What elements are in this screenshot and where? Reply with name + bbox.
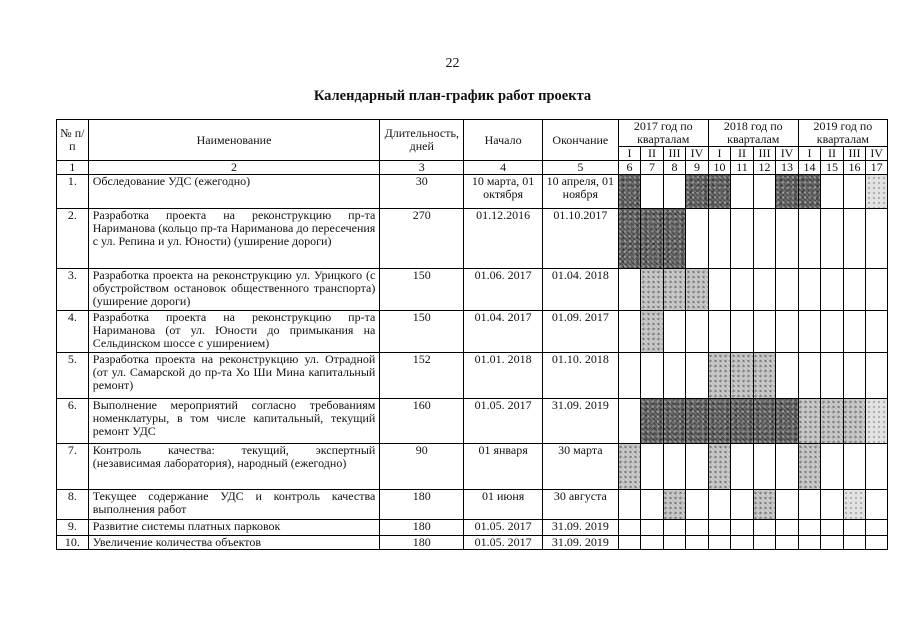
document-title: Календарный план-график работ проекта: [313, 88, 592, 104]
schedule-empty-cell: [843, 269, 866, 311]
schedule-bar-cell: [641, 269, 664, 311]
task-end: 30 августа: [543, 490, 619, 520]
header-num: № п/п: [57, 120, 89, 161]
schedule-empty-cell: [843, 175, 866, 209]
header-end: Окончание: [543, 120, 619, 161]
schedule-empty-cell: [821, 520, 844, 536]
schedule-bar-cell: [686, 269, 709, 311]
column-number: 2: [88, 161, 380, 175]
schedule-bar-cell: [753, 399, 776, 444]
schedule-empty-cell: [866, 490, 888, 520]
schedule-empty-cell: [708, 209, 731, 269]
schedule-empty-cell: [731, 490, 754, 520]
task-start: 01.12.2016: [464, 209, 543, 269]
schedule-empty-cell: [708, 269, 731, 311]
schedule-empty-cell: [708, 490, 731, 520]
schedule-bar-cell: [663, 209, 686, 269]
schedule-empty-cell: [731, 175, 754, 209]
schedule-bar-cell: [731, 353, 754, 399]
schedule-bar-cell: [663, 490, 686, 520]
schedule-empty-cell: [798, 520, 821, 536]
schedule-empty-cell: [798, 209, 821, 269]
column-number: 5: [543, 161, 619, 175]
schedule-empty-cell: [821, 269, 844, 311]
schedule-bar-cell: [663, 399, 686, 444]
schedule-empty-cell: [753, 311, 776, 353]
schedule-bar-cell: [798, 175, 821, 209]
task-name: Развитие системы платных парковок: [88, 520, 380, 536]
task-end: 01.10. 2018: [543, 353, 619, 399]
schedule-empty-cell: [686, 490, 709, 520]
task-name: Выполнение мероприятий согласно требованиям номенклатуры, в том числе капитальный, текущий ремонт УДС: [88, 399, 380, 444]
schedule-empty-cell: [776, 209, 799, 269]
schedule-empty-cell: [843, 209, 866, 269]
table-row: [57, 209, 888, 269]
schedule-empty-cell: [731, 209, 754, 269]
quarter-header: IV: [866, 147, 888, 161]
task-end: 31.09. 2019: [543, 520, 619, 536]
schedule-bar-cell: [663, 269, 686, 311]
schedule-table: [56, 119, 888, 550]
schedule-empty-cell: [821, 490, 844, 520]
task-name: Разработка проекта на реконструкцию ул. Отрадной (от ул. Самарской до пр-та Хо Ши Мина капитальный ремонт): [88, 353, 380, 399]
row-number: 2.: [57, 209, 89, 269]
task-duration: 150: [380, 311, 464, 353]
schedule-bar-cell: [798, 444, 821, 490]
schedule-empty-cell: [866, 311, 888, 353]
quarter-header: I: [708, 147, 731, 161]
task-duration: 180: [380, 490, 464, 520]
schedule-empty-cell: [731, 311, 754, 353]
schedule-empty-cell: [663, 520, 686, 536]
schedule-empty-cell: [618, 399, 641, 444]
schedule-empty-cell: [776, 490, 799, 520]
row-number: 1.: [57, 175, 89, 209]
schedule-bar-cell: [708, 353, 731, 399]
schedule-empty-cell: [731, 536, 754, 550]
task-end: 30 марта: [543, 444, 619, 490]
task-start: 01.05. 2017: [464, 536, 543, 550]
table-row: [57, 175, 888, 209]
schedule-empty-cell: [798, 353, 821, 399]
quarter-header: IV: [776, 147, 799, 161]
schedule-bar-cell: [686, 175, 709, 209]
task-duration: 90: [380, 444, 464, 490]
schedule-bar-cell: [843, 399, 866, 444]
schedule-empty-cell: [866, 536, 888, 550]
task-start: 01 января: [464, 444, 543, 490]
task-end: 10 апреля, 01 ноября: [543, 175, 619, 209]
schedule-empty-cell: [866, 269, 888, 311]
header-year-2019: 2019 год по кварталам: [798, 120, 887, 147]
quarter-header: II: [821, 147, 844, 161]
schedule-empty-cell: [663, 536, 686, 550]
task-start: 01.05. 2017: [464, 399, 543, 444]
row-number: 8.: [57, 490, 89, 520]
column-number: 15: [821, 161, 844, 175]
column-number: 1: [57, 161, 89, 175]
schedule-empty-cell: [731, 444, 754, 490]
schedule-bar-cell: [866, 399, 888, 444]
task-end: 01.09. 2017: [543, 311, 619, 353]
header-name: Наименование: [88, 120, 380, 161]
schedule-empty-cell: [776, 444, 799, 490]
task-duration: 180: [380, 520, 464, 536]
schedule-empty-cell: [821, 444, 844, 490]
schedule-bar-cell: [731, 399, 754, 444]
schedule-bar-cell: [798, 399, 821, 444]
task-start: 01.04. 2017: [464, 311, 543, 353]
task-duration: 150: [380, 269, 464, 311]
task-name: Обследование УДС (ежегодно): [88, 175, 380, 209]
schedule-empty-cell: [843, 520, 866, 536]
task-name: Контроль качества: текущий, экспертный (независимая лаборатория), народный (ежегодно): [88, 444, 380, 490]
schedule-empty-cell: [618, 536, 641, 550]
schedule-empty-cell: [753, 444, 776, 490]
column-number: 6: [618, 161, 641, 175]
column-number: 16: [843, 161, 866, 175]
task-duration: 180: [380, 536, 464, 550]
schedule-empty-cell: [798, 536, 821, 550]
schedule-empty-cell: [753, 175, 776, 209]
schedule-bar-cell: [708, 175, 731, 209]
header-start: Начало: [464, 120, 543, 161]
task-end: 31.09. 2019: [543, 536, 619, 550]
schedule-empty-cell: [686, 209, 709, 269]
schedule-empty-cell: [753, 209, 776, 269]
table-row: [57, 311, 888, 353]
row-number: 10.: [57, 536, 89, 550]
schedule-empty-cell: [753, 520, 776, 536]
column-number: 7: [641, 161, 664, 175]
schedule-empty-cell: [866, 520, 888, 536]
schedule-empty-cell: [663, 175, 686, 209]
schedule-empty-cell: [618, 353, 641, 399]
column-number: 10: [708, 161, 731, 175]
task-start: 10 марта, 01 октября: [464, 175, 543, 209]
schedule-empty-cell: [753, 536, 776, 550]
task-name: Разработка проекта на реконструкцию ул. Урицкого (с обустройством остановок общественного транспорта) (уширение дороги): [88, 269, 380, 311]
schedule-bar-cell: [618, 209, 641, 269]
schedule-empty-cell: [821, 353, 844, 399]
schedule-empty-cell: [708, 311, 731, 353]
schedule-empty-cell: [776, 311, 799, 353]
schedule-empty-cell: [641, 175, 664, 209]
task-duration: 270: [380, 209, 464, 269]
schedule-empty-cell: [798, 490, 821, 520]
task-start: 01.06. 2017: [464, 269, 543, 311]
column-number: 12: [753, 161, 776, 175]
schedule-bar-cell: [641, 311, 664, 353]
schedule-bar-cell: [843, 490, 866, 520]
schedule-empty-cell: [618, 520, 641, 536]
schedule-bar-cell: [866, 175, 888, 209]
schedule-empty-cell: [731, 520, 754, 536]
task-start: 01 июня: [464, 490, 543, 520]
quarter-header: III: [753, 147, 776, 161]
schedule-empty-cell: [731, 269, 754, 311]
schedule-empty-cell: [618, 311, 641, 353]
task-name: Разработка проекта на реконструкцию пр-та Нариманова (от ул. Юности до примыкания на Сельдинском шоссе с уширением): [88, 311, 380, 353]
schedule-bar-cell: [708, 399, 731, 444]
table-row: [57, 399, 888, 444]
schedule-empty-cell: [776, 353, 799, 399]
column-number-row: [57, 161, 888, 175]
schedule-empty-cell: [843, 444, 866, 490]
schedule-bar-cell: [821, 399, 844, 444]
schedule-empty-cell: [663, 353, 686, 399]
schedule-empty-cell: [686, 536, 709, 550]
schedule-empty-cell: [753, 269, 776, 311]
header-duration: Длительность, дней: [380, 120, 464, 161]
row-number: 7.: [57, 444, 89, 490]
quarter-header: III: [843, 147, 866, 161]
task-name: Разработка проекта на реконструкцию пр-та Нариманова (кольцо пр-та Нариманова до пересечения с ул. Репина и ул. Юности) (уширение дороги): [88, 209, 380, 269]
schedule-bar-cell: [618, 444, 641, 490]
row-number: 9.: [57, 520, 89, 536]
task-duration: 152: [380, 353, 464, 399]
table-row: [57, 269, 888, 311]
schedule-empty-cell: [843, 311, 866, 353]
schedule-empty-cell: [641, 520, 664, 536]
schedule-empty-cell: [618, 269, 641, 311]
schedule-empty-cell: [821, 175, 844, 209]
schedule-bar-cell: [641, 209, 664, 269]
row-number: 4.: [57, 311, 89, 353]
schedule-empty-cell: [843, 353, 866, 399]
task-duration: 160: [380, 399, 464, 444]
task-end: 01.10.2017: [543, 209, 619, 269]
column-number: 17: [866, 161, 888, 175]
column-number: 11: [731, 161, 754, 175]
header-year-2017: 2017 год по кварталам: [618, 120, 708, 147]
quarter-header: II: [731, 147, 754, 161]
schedule-empty-cell: [663, 311, 686, 353]
schedule-empty-cell: [686, 444, 709, 490]
table-row: [57, 536, 888, 550]
quarter-header: II: [641, 147, 664, 161]
schedule-empty-cell: [866, 444, 888, 490]
column-number: 13: [776, 161, 799, 175]
schedule-empty-cell: [641, 536, 664, 550]
header-year-2018: 2018 год по кварталам: [708, 120, 798, 147]
schedule-bar-cell: [753, 353, 776, 399]
schedule-bar-cell: [753, 490, 776, 520]
schedule-empty-cell: [843, 536, 866, 550]
schedule-empty-cell: [708, 520, 731, 536]
column-number: 8: [663, 161, 686, 175]
schedule-bar-cell: [686, 399, 709, 444]
table-row: [57, 444, 888, 490]
schedule-empty-cell: [641, 444, 664, 490]
schedule-empty-cell: [776, 536, 799, 550]
task-start: 01.05. 2017: [464, 520, 543, 536]
column-number: 3: [380, 161, 464, 175]
page-number: 22: [445, 56, 460, 71]
schedule-empty-cell: [663, 444, 686, 490]
schedule-empty-cell: [866, 353, 888, 399]
task-start: 01.01. 2018: [464, 353, 543, 399]
schedule-empty-cell: [821, 209, 844, 269]
column-number: 14: [798, 161, 821, 175]
quarter-header: I: [618, 147, 641, 161]
quarter-header: IV: [686, 147, 709, 161]
schedule-empty-cell: [866, 209, 888, 269]
quarter-header: I: [798, 147, 821, 161]
schedule-empty-cell: [686, 311, 709, 353]
schedule-empty-cell: [641, 490, 664, 520]
schedule-empty-cell: [821, 311, 844, 353]
table-row: [57, 520, 888, 536]
schedule-bar-cell: [641, 399, 664, 444]
quarter-header: III: [663, 147, 686, 161]
row-number: 5.: [57, 353, 89, 399]
table-row: [57, 353, 888, 399]
schedule-empty-cell: [798, 311, 821, 353]
row-number: 6.: [57, 399, 89, 444]
task-end: 01.04. 2018: [543, 269, 619, 311]
schedule-empty-cell: [686, 520, 709, 536]
schedule-bar-cell: [708, 444, 731, 490]
task-name: Текущее содержание УДС и контроль качества выполнения работ: [88, 490, 380, 520]
task-end: 31.09. 2019: [543, 399, 619, 444]
column-number: 9: [686, 161, 709, 175]
schedule-empty-cell: [686, 353, 709, 399]
schedule-empty-cell: [776, 520, 799, 536]
schedule-bar-cell: [776, 175, 799, 209]
schedule-empty-cell: [798, 269, 821, 311]
schedule-empty-cell: [708, 536, 731, 550]
schedule-empty-cell: [618, 490, 641, 520]
table-row: [57, 490, 888, 520]
task-name: Увеличение количества объектов: [88, 536, 380, 550]
column-number: 4: [464, 161, 543, 175]
schedule-empty-cell: [821, 536, 844, 550]
schedule-bar-cell: [618, 175, 641, 209]
schedule-empty-cell: [641, 353, 664, 399]
schedule-empty-cell: [776, 269, 799, 311]
task-duration: 30: [380, 175, 464, 209]
row-number: 3.: [57, 269, 89, 311]
schedule-bar-cell: [776, 399, 799, 444]
